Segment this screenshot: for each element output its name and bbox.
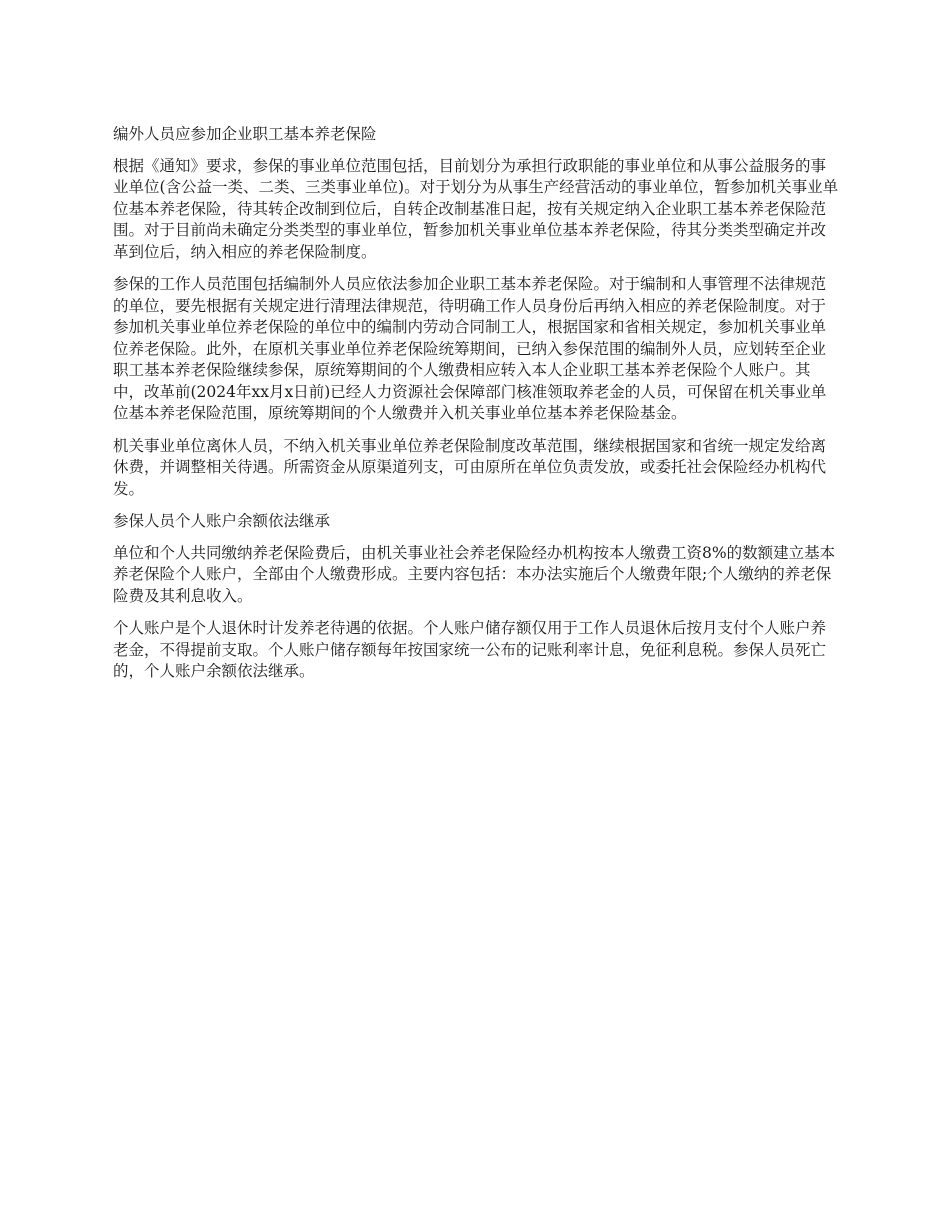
paragraph-account-usage: 个人账户是个人退休时计发养老待遇的依据。个人账户储存额仅用于工作人员退休后按月支付个人账户养老金，不得提前支取。个人账户储存额每年按国家统一公布的记账利率计息，免征利息税。参保人员死亡的，个人账户余额依法继承。 xyxy=(113,619,827,680)
paragraph-scope-of-staff: 参保的工作人员范围包括编制外人员应依法参加企业职工基本养老保险。对于编制和人事管理不法律规范的单位，要先根据有关规定进行清理法律规范，待明确工作人员身份后再纳入相应的养老保险制度。对于参加机关事业单位养老保险的单位中的编制内劳动合同制工人，根据国家和省相关规定，参加机关事业单位养老保险。此外，在原机关事业单位养老保险统筹期间，已纳入参保范围的编制外人员，应划转至企业职工基本养老保险继续参保，原统筹期间的个人缴费相应转入本人企业职工基本养老保险个人账户。其中，改革前(2024年xx月x日前)已经人力资源社会保障部门核准领取养老金的人员，可保留在机关事业单位基本养老保险范围，原统筹期间的个人缴费并入机关事业单位基本养老保险基金。 xyxy=(113,275,827,422)
section-heading-account-inheritance: 参保人员个人账户余额依法继承 xyxy=(113,512,331,530)
section-heading-staffing: 编外人员应参加企业职工基本养老保险 xyxy=(113,125,377,143)
paragraph-account-establishment: 单位和个人共同缴纳养老保险费后，由机关事业社会养老保险经办机构按本人缴费工资8%的数额建立基本养老保险个人账户，全部由个人缴费形成。主要内容包括：本办法实施后个人缴费年限;个人缴纳的养老保险费及其利息收入。 xyxy=(113,543,836,605)
paragraph-scope-of-units: 根据《通知》要求，参保的事业单位范围包括，目前划分为承担行政职能的事业单位和从事公益服务的事业单位(含公益一类、二类、三类事业单位)。对于划分为从事生产经营活动的事业单位，暂参加机关事业单位基本养老保险，待其转企改制到位后，自转企改制基准日起，按有关规定纳入企业职工基本养老保险范围。对于目前尚未确定分类类型的事业单位，暂参加机关事业单位基本养老保险，待其分类类型确定并改革到位后，纳入相应的养老保险制度。 xyxy=(113,156,839,261)
document-body xyxy=(113,124,839,694)
paragraph-retired-cadres: 机关事业单位离休人员，不纳入机关事业单位养老保险制度改革范围，继续根据国家和省统一规定发给离休费，并调整相关待遇。所需资金从原渠道列支，可由原所在单位负责发放，或委托社会保险经办机构代发。 xyxy=(113,436,827,498)
